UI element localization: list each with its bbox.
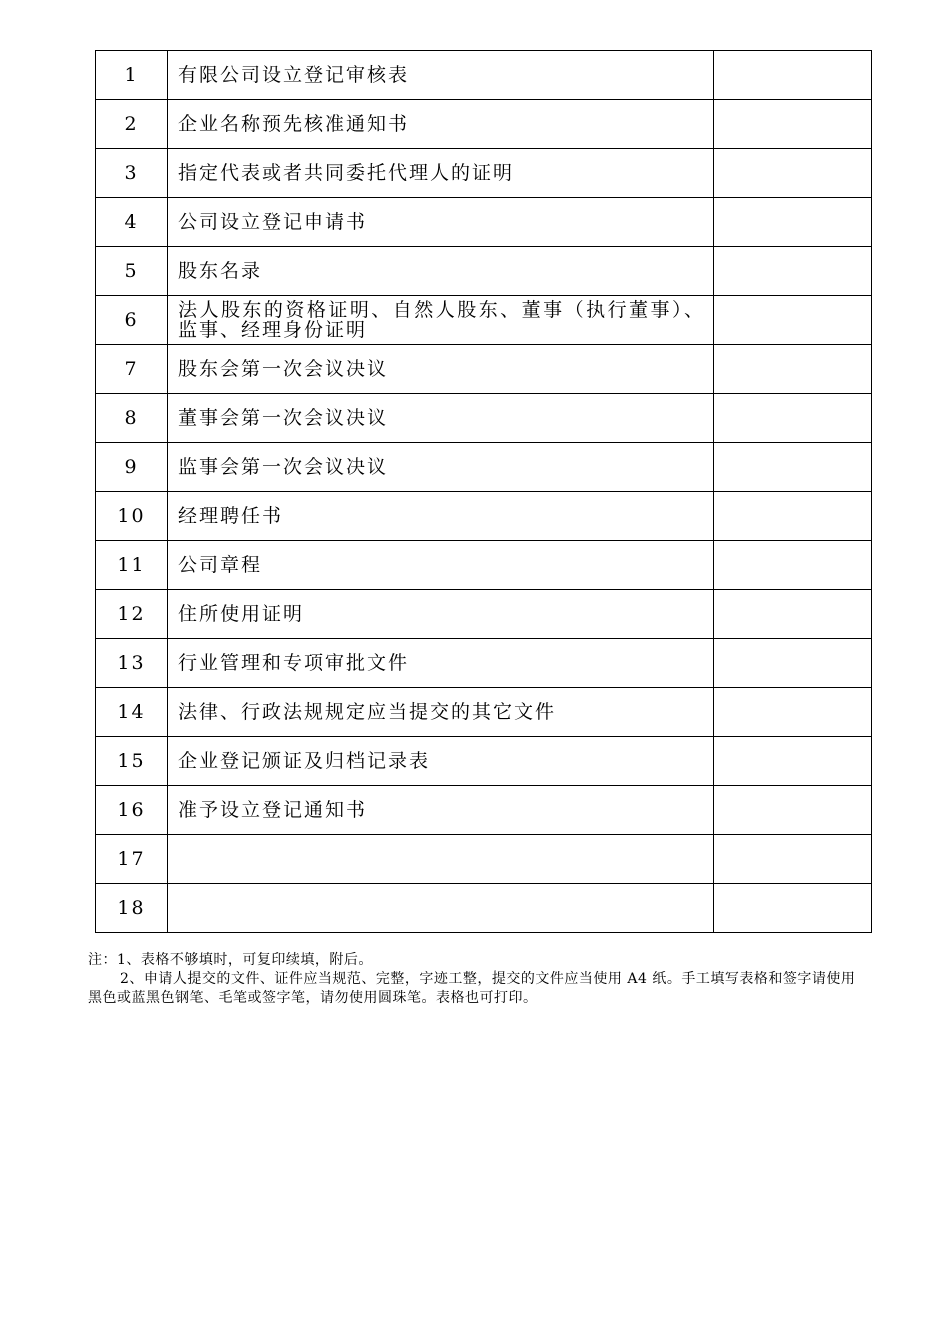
row-number: 4 [96, 198, 168, 247]
document-name-cell [168, 198, 714, 247]
table-row [96, 884, 872, 933]
document-name: 行业管理和专项审批文件 [178, 652, 410, 674]
row-number: 14 [96, 688, 168, 737]
blank-cell [714, 541, 872, 590]
row-number: 5 [96, 247, 168, 296]
table-row [96, 51, 872, 100]
blank-cell [714, 247, 872, 296]
table-row [96, 541, 872, 590]
blank-cell [714, 639, 872, 688]
document-name: 公司设立登记申请书 [178, 211, 368, 233]
table-row [96, 590, 872, 639]
document-name: 法律、行政法规规定应当提交的其它文件 [178, 701, 557, 723]
table-row [96, 394, 872, 443]
table-row [96, 149, 872, 198]
document-name: 企业登记颁证及归档记录表 [178, 750, 431, 772]
document-name-cell [168, 149, 714, 198]
table-row [96, 786, 872, 835]
document-name-cell [168, 100, 714, 149]
row-number: 10 [96, 492, 168, 541]
document-name-cell [168, 345, 714, 394]
row-number: 12 [96, 590, 168, 639]
document-list-table [95, 50, 872, 933]
document-name-cell [168, 688, 714, 737]
table-row [96, 345, 872, 394]
table-row [96, 247, 872, 296]
document-name-cell [168, 590, 714, 639]
row-number: 9 [96, 443, 168, 492]
row-number: 11 [96, 541, 168, 590]
row-number: 17 [96, 835, 168, 884]
document-name: 董事会第一次会议决议 [178, 407, 389, 429]
blank-cell [714, 835, 872, 884]
document-name-cell [168, 492, 714, 541]
table-row [96, 688, 872, 737]
table-row [96, 639, 872, 688]
blank-cell [714, 345, 872, 394]
document-name-cell [168, 443, 714, 492]
blank-cell [714, 590, 872, 639]
row-number: 7 [96, 345, 168, 394]
document-name: 有限公司设立登记审核表 [178, 64, 410, 86]
document-name-cell [168, 737, 714, 786]
table-row [96, 737, 872, 786]
document-name: 企业名称预先核准通知书 [178, 113, 410, 135]
footnotes [88, 951, 868, 1008]
blank-cell [714, 100, 872, 149]
blank-cell [714, 492, 872, 541]
table-row [96, 296, 872, 345]
document-name: 股东会第一次会议决议 [178, 358, 389, 380]
document-name-cell [168, 51, 714, 100]
blank-cell [714, 884, 872, 933]
document-name: 住所使用证明 [178, 603, 305, 625]
row-number: 16 [96, 786, 168, 835]
document-name-cell [168, 884, 714, 933]
blank-cell [714, 786, 872, 835]
row-number: 13 [96, 639, 168, 688]
row-number: 1 [96, 51, 168, 100]
row-number: 8 [96, 394, 168, 443]
table-row [96, 100, 872, 149]
document-name-cell [168, 786, 714, 835]
document-name-cell [168, 394, 714, 443]
document-name-cell [168, 541, 714, 590]
document-name: 准予设立登记通知书 [178, 799, 368, 821]
table-row [96, 835, 872, 884]
document-name-cell [168, 835, 714, 884]
document-name-cell [168, 247, 714, 296]
row-number: 6 [96, 296, 168, 345]
table-row [96, 492, 872, 541]
document-name: 法人股东的资格证明、自然人股东、董事（执行董事）、监事、经理身份证明 [178, 299, 705, 341]
note-line-1: 注：1、表格不够填时，可复印续填，附后。 [88, 952, 373, 968]
row-number: 18 [96, 884, 168, 933]
row-number: 15 [96, 737, 168, 786]
document-name: 指定代表或者共同委托代理人的证明 [178, 162, 515, 184]
document-name: 经理聘任书 [178, 505, 284, 527]
document-name: 股东名录 [178, 260, 263, 282]
blank-cell [714, 149, 872, 198]
row-number: 3 [96, 149, 168, 198]
blank-cell [714, 394, 872, 443]
blank-cell [714, 198, 872, 247]
document-name-cell [168, 639, 714, 688]
row-number: 2 [96, 100, 168, 149]
document-name-cell [168, 296, 714, 345]
blank-cell [714, 737, 872, 786]
table-row [96, 443, 872, 492]
blank-cell [714, 443, 872, 492]
blank-cell [714, 296, 872, 345]
table-row [96, 198, 872, 247]
blank-cell [714, 51, 872, 100]
document-name: 公司章程 [178, 554, 263, 576]
document-name: 监事会第一次会议决议 [178, 456, 389, 478]
blank-cell [714, 688, 872, 737]
note-line-2: 2、申请人提交的文件、证件应当规范、完整，字迹工整，提交的文件应当使用 A4 纸。手工填写表格和签字请使用黑色或蓝黑色钢笔、毛笔或签字笔，请勿使用圆珠笔。表格也可打印。 [88, 971, 856, 1006]
